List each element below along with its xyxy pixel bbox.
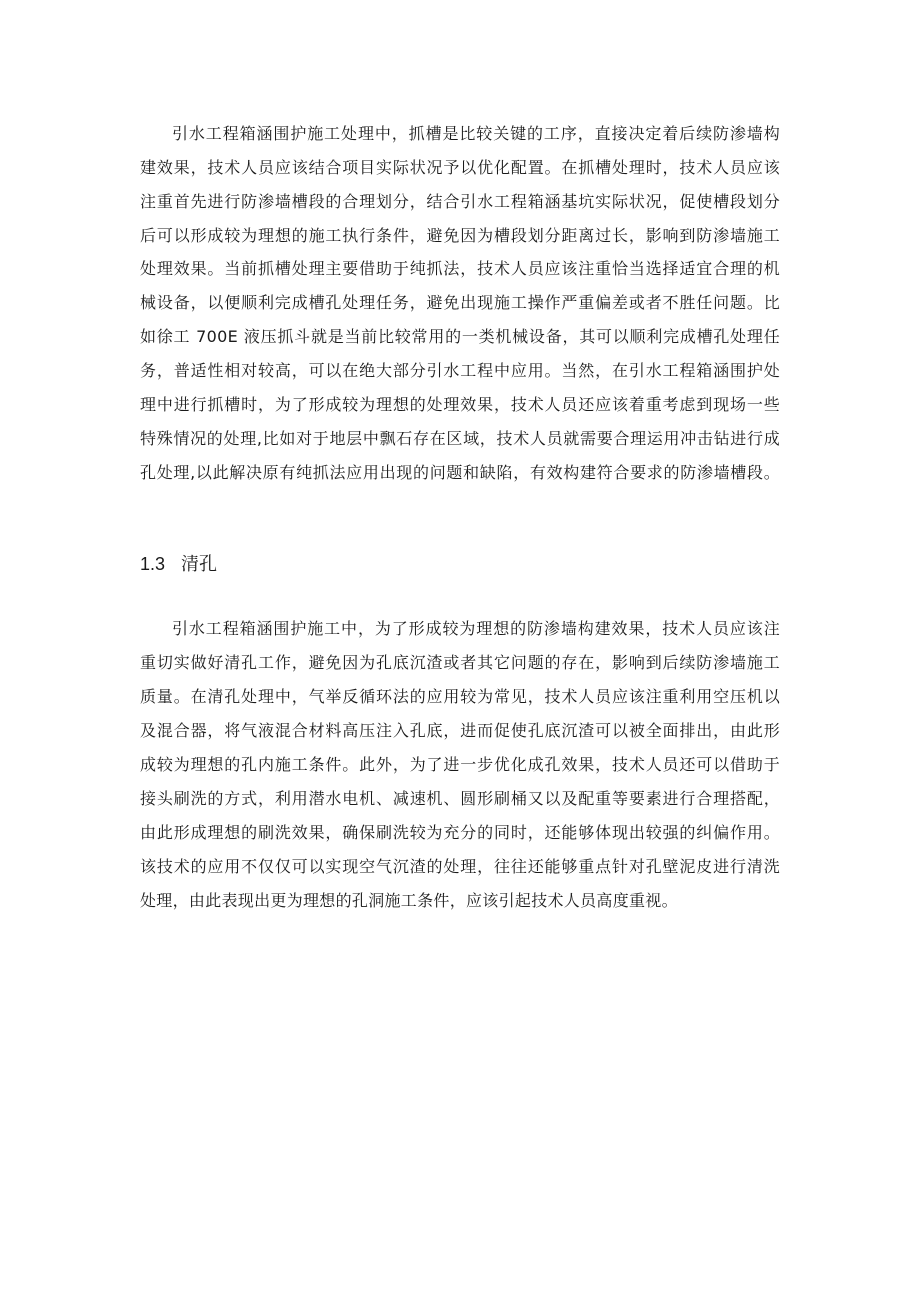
- paragraph-line: 由此形成理想的刷洗效果，确保刷洗较为充分的同时，还能够体现出较强的纠偏作用。: [140, 823, 780, 842]
- paragraph-line: 务，普适性相对较高，可以在绝大部分引水工程中应用。当然，在引水工程箱涵围护处: [140, 361, 780, 380]
- paragraph-line: 械设备，以便顺利完成槽孔处理任务，避免出现施工操作严重偏差或者不胜任问题。比: [140, 293, 780, 312]
- paragraph-line: 建效果，技术人员应该结合项目实际状况予以优化配置。在抓槽处理时，技术人员应该: [140, 158, 780, 177]
- paragraph-line: 处理效果。当前抓槽处理主要借助于纯抓法，技术人员应该注重恰当选择适宜合理的机: [140, 259, 780, 278]
- paragraph-line: 理中进行抓槽时，为了形成较为理想的处理效果，技术人员还应该着重考虑到现场一些: [140, 395, 780, 414]
- paragraph-line: 引水工程箱涵围护施工中，为了形成较为理想的防渗墙构建效果，技术人员应该注: [172, 619, 780, 638]
- paragraph-line: 重切实做好清孔工作，避免因为孔底沉渣或者其它问题的存在，影响到后续防渗墙施工: [140, 653, 780, 672]
- section-heading: [140, 553, 217, 576]
- paragraph-line: 孔处理,以此解决原有纯抓法应用出现的问题和缺陷，有效构建符合要求的防渗墙槽段。: [140, 463, 780, 482]
- paragraph-line: 成较为理想的孔内施工条件。此外，为了进一步优化成孔效果，技术人员还可以借助于: [140, 755, 780, 774]
- section-number: 1.3: [140, 554, 166, 574]
- paragraph-line: 如徐工 700E 液压抓斗就是当前比较常用的一类机械设备，其可以顺利完成槽孔处理任: [140, 327, 780, 346]
- paragraph-line: 注重首先进行防渗墙槽段的合理划分，结合引水工程箱涵基坑实际状况，促使槽段划分: [140, 192, 780, 211]
- paragraph-line: 及混合器，将气液混合材料高压注入孔底，进而促使孔底沉渣可以被全面排出，由此形: [140, 721, 780, 740]
- paragraph-line: 该技术的应用不仅仅可以实现空气沉渣的处理，往往还能够重点针对孔壁泥皮进行清洗: [140, 857, 780, 876]
- paragraph-line: 处理，由此表现出更为理想的孔洞施工条件，应该引起技术人员高度重视。: [140, 891, 678, 910]
- paragraph-line: 特殊情况的处理,比如对于地层中飘石存在区域，技术人员就需要合理运用冲击钻进行成: [140, 429, 780, 448]
- section-title: 清孔: [181, 554, 218, 575]
- paragraph-line: 后可以形成较为理想的施工执行条件，避免因为槽段划分距离过长，影响到防渗墙施工: [140, 226, 780, 245]
- paragraph-line: 引水工程箱涵围护施工处理中，抓槽是比较关键的工序，直接决定着后续防渗墙构: [172, 124, 780, 143]
- paragraph-line: 接头刷洗的方式，利用潜水电机、减速机、圆形刷桶又以及配重等要素进行合理搭配，: [140, 789, 780, 808]
- paragraph-line: 质量。在清孔处理中，气举反循环法的应用较为常见，技术人员应该注重利用空压机以: [140, 687, 780, 706]
